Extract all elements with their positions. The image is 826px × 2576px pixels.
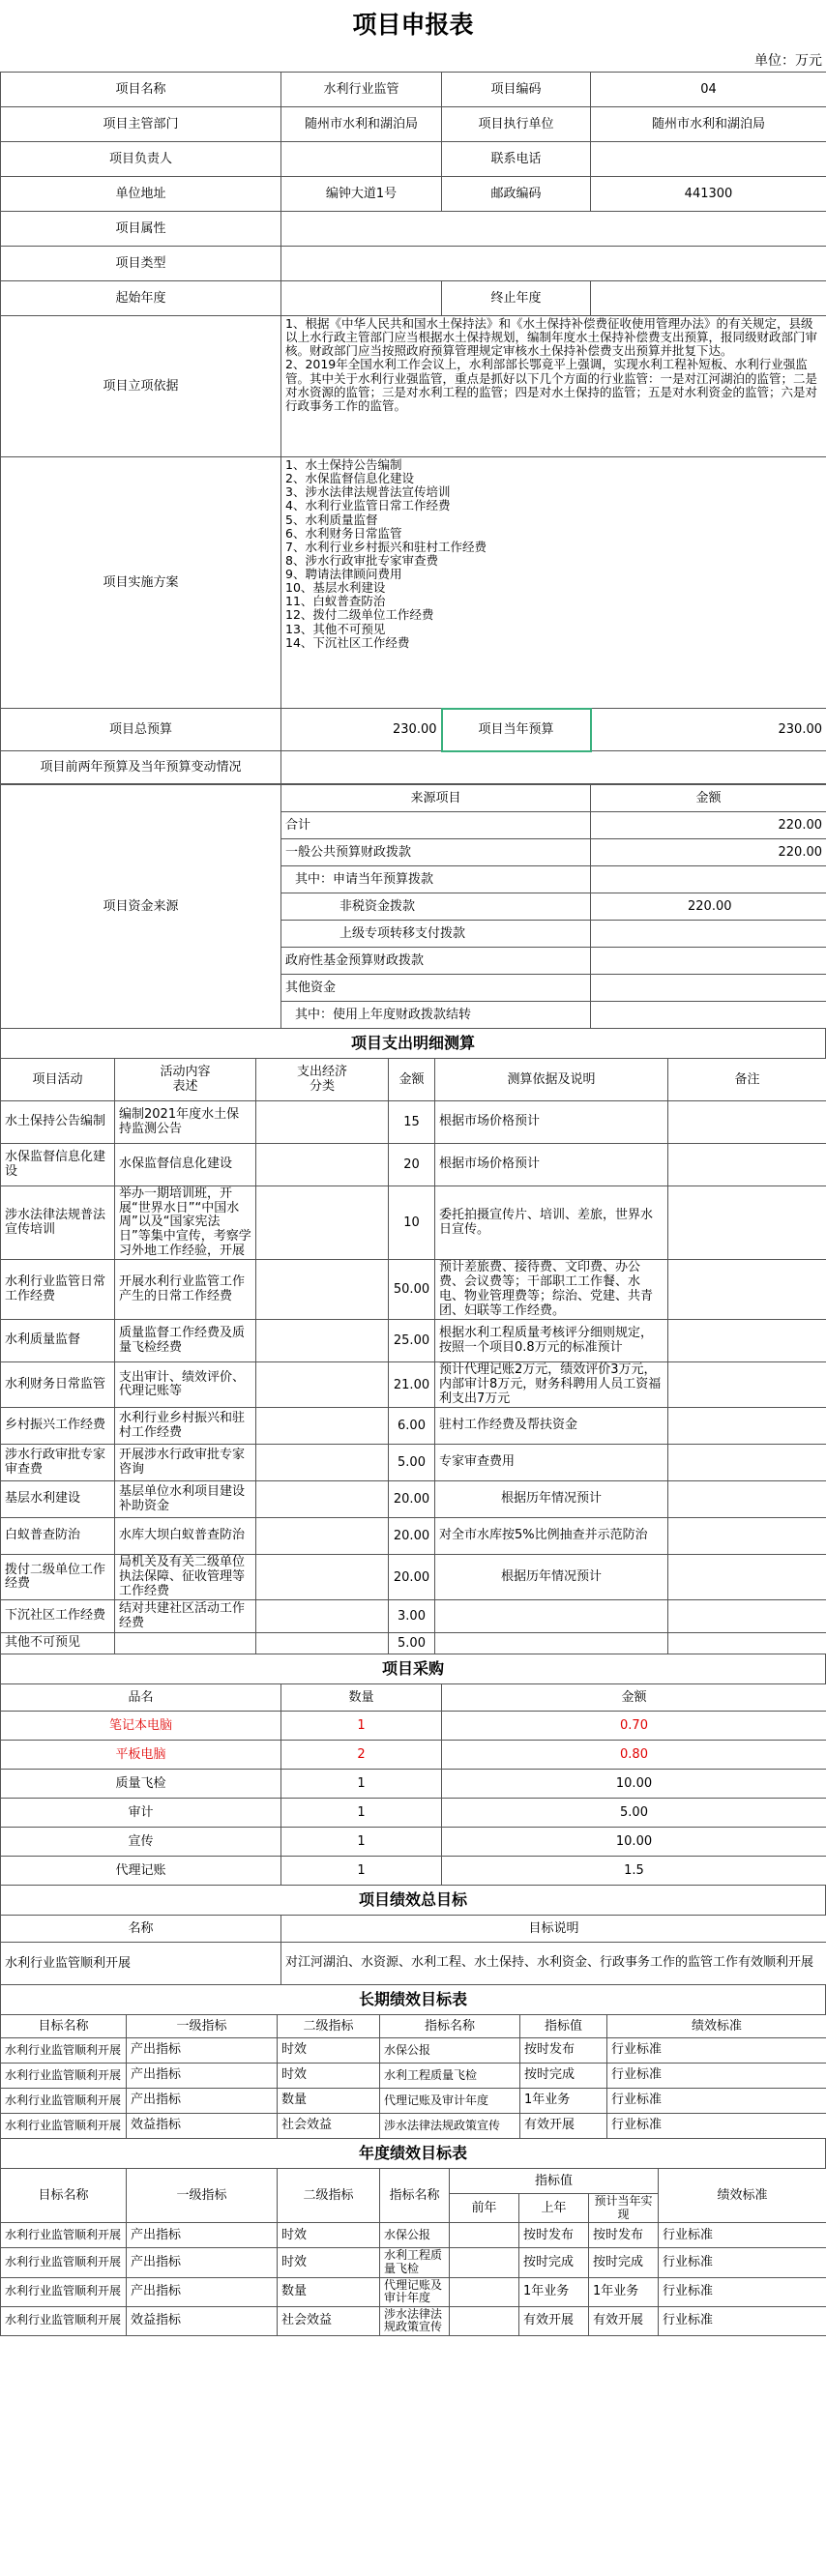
long-goal: 水利行业监管顺利开展 — [1, 2064, 127, 2089]
expense-row — [1, 1518, 826, 1555]
annual-prev2 — [450, 2248, 519, 2277]
expense-head-desc: 活动内容 表述 — [115, 1059, 256, 1101]
annual-current: 1年业务 — [589, 2277, 659, 2306]
annual-prev2 — [450, 2223, 519, 2248]
goal-head-name: 名称 — [1, 1916, 281, 1943]
annual-row — [1, 2306, 826, 2335]
expense-desc: 举办一期培训班，开展“世界水日”“中国水周”以及“国家宪法日”等集中宣传，考察学习外地工作经验，开展 — [115, 1186, 256, 1260]
long-indicator: 水保公报 — [380, 2038, 520, 2064]
annual-head-indicator: 指标名称 — [380, 2169, 450, 2223]
start-label: 起始年度 — [1, 281, 281, 316]
long-indicator: 涉水法律法规政策宣传 — [380, 2114, 520, 2139]
long-section-title: 长期绩效目标表 — [0, 1985, 826, 2014]
purchase-row — [1, 1857, 826, 1886]
long-term-row — [1, 2089, 826, 2114]
purchase-item-name: 代理记账 — [1, 1857, 281, 1886]
annual-standard: 行业标准 — [659, 2277, 826, 2306]
annual-goal: 水利行业监管顺利开展 — [1, 2223, 127, 2248]
purchase-item-amount: 5.00 — [442, 1799, 826, 1828]
fund-row-amount: 220.00 — [591, 893, 826, 921]
expense-row — [1, 1445, 826, 1481]
expense-basis: 根据历年情况预计 — [435, 1481, 668, 1518]
long-term-row — [1, 2114, 826, 2139]
expense-basis: 驻村工作经费及帮扶资金 — [435, 1408, 668, 1445]
expense-row — [1, 1408, 826, 1445]
fund-row-name: 其中：使用上年度财政拨款结转 — [281, 1002, 591, 1029]
goal-head-desc: 目标说明 — [281, 1916, 826, 1943]
owner-label: 项目负责人 — [1, 142, 281, 177]
zip-label: 邮政编码 — [442, 177, 591, 212]
long-standard: 行业标准 — [607, 2114, 826, 2139]
expense-activity: 水利质量监督 — [1, 1320, 115, 1362]
expense-basis: 根据历年情况预计 — [435, 1555, 668, 1600]
expense-activity: 乡村振兴工作经费 — [1, 1408, 115, 1445]
annual-prev2 — [450, 2306, 519, 2335]
purchase-item-amount: 0.80 — [442, 1741, 826, 1770]
purchase-head-qty: 数量 — [281, 1684, 442, 1712]
expense-class — [256, 1600, 389, 1633]
expense-amount: 5.00 — [389, 1633, 435, 1654]
expense-class — [256, 1408, 389, 1445]
fund-row-name: 其他资金 — [281, 975, 591, 1002]
annual-level2: 数量 — [278, 2277, 380, 2306]
fund-label: 项目资金来源 — [1, 785, 281, 1029]
expense-class — [256, 1445, 389, 1481]
purchase-item-qty: 1 — [281, 1770, 442, 1799]
expense-desc: 水利行业乡村振兴和驻村工作经费 — [115, 1408, 256, 1445]
annual-indicator: 代理记账及审计年度 — [380, 2277, 450, 2306]
annual-goal: 水利行业监管顺利开展 — [1, 2248, 127, 2277]
long-level2: 社会效益 — [278, 2114, 380, 2139]
expense-basis: 根据市场价格预计 — [435, 1144, 668, 1186]
end-label: 终止年度 — [442, 281, 591, 316]
expense-table — [0, 1058, 826, 1654]
purchase-item-qty: 1 — [281, 1799, 442, 1828]
annual-level1: 产出指标 — [127, 2223, 278, 2248]
expense-amount: 20.00 — [389, 1481, 435, 1518]
expense-desc: 水保监督信息化建设 — [115, 1144, 256, 1186]
annual-prev1: 有效开展 — [519, 2306, 589, 2335]
annual-standard: 行业标准 — [659, 2248, 826, 2277]
long-head-value: 指标值 — [520, 2015, 607, 2038]
purchase-item-qty: 1 — [281, 1712, 442, 1741]
annual-head-value: 指标值 — [450, 2169, 659, 2194]
annual-head-level2: 二级指标 — [278, 2169, 380, 2223]
expense-basis: 根据市场价格预计 — [435, 1101, 668, 1144]
plan-label: 项目实施方案 — [1, 457, 281, 709]
form-title: 项目申报表 — [352, 11, 474, 39]
expense-note — [668, 1600, 826, 1633]
annual-head-goal: 目标名称 — [1, 2169, 127, 2223]
expense-row — [1, 1320, 826, 1362]
exec-label: 项目执行单位 — [442, 107, 591, 142]
annual-standard: 行业标准 — [659, 2223, 826, 2248]
annual-level2: 社会效益 — [278, 2306, 380, 2335]
expense-class — [256, 1260, 389, 1320]
exec-value: 随州市水利和湖泊局 — [591, 107, 826, 142]
expense-note — [668, 1362, 826, 1408]
expense-row — [1, 1260, 826, 1320]
expense-amount: 6.00 — [389, 1408, 435, 1445]
annual-sub-current: 预计当年实现 — [589, 2194, 659, 2223]
code-label: 项目编码 — [442, 73, 591, 107]
annual-row — [1, 2248, 826, 2277]
expense-row — [1, 1186, 826, 1260]
expense-desc — [115, 1633, 256, 1654]
dept-label: 项目主管部门 — [1, 107, 281, 142]
long-value: 按时发布 — [520, 2038, 607, 2064]
expense-note — [668, 1445, 826, 1481]
annual-prev1: 按时完成 — [519, 2248, 589, 2277]
long-head-level1: 一级指标 — [127, 2015, 278, 2038]
attr-label: 项目属性 — [1, 212, 281, 247]
purchase-item-name: 笔记本电脑 — [1, 1712, 281, 1741]
goal-desc: 对江河湖泊、水资源、水利工程、水土保持、水利资金、行政事务工作的监管工作有效顺利开展 — [281, 1943, 826, 1985]
long-level2: 时效 — [278, 2064, 380, 2089]
basis-text: 1、根据《中华人民共和国水土保持法》和《水土保持补偿费征收使用管理办法》的有关规定，县级以上水行政主管部门应当根据水土保持规划，编制年度水土保持补偿费支出预算，报同级财政部门审核。财政部门应当按照政府预算管理规定审核水土保持补偿费支出预算并批复下达。 2、2019年全国水利工作会议上，水利部部长鄂竟平上强调，实现水利工程补短板、水利行业强监管。其中关于水利行业强监管，重点是抓好以下几个方面的行业监管：一是对江河湖泊的监管；二是对水资源的监管；三是对水利工程的监管；四是对水土保持的监管；五是对水利资金的监管；六是对行政事务工作的监管。 — [281, 316, 826, 457]
purchase-row — [1, 1741, 826, 1770]
annual-level1: 效益指标 — [127, 2306, 278, 2335]
expense-desc: 质量监督工作经费及质量飞检经费 — [115, 1320, 256, 1362]
long-head-level2: 二级指标 — [278, 2015, 380, 2038]
annual-sub-prev2: 前年 — [450, 2194, 519, 2223]
fund-row-amount: 220.00 — [591, 812, 826, 839]
annual-row — [1, 2277, 826, 2306]
expense-head-amount: 金额 — [389, 1059, 435, 1101]
purchase-row — [1, 1828, 826, 1857]
purchase-item-amount: 10.00 — [442, 1828, 826, 1857]
addr-label: 单位地址 — [1, 177, 281, 212]
expense-row — [1, 1144, 826, 1186]
expense-desc: 结对共建社区活动工作经费 — [115, 1600, 256, 1633]
unit-label: 单位：万元 — [754, 53, 822, 69]
addr-value: 编钟大道1号 — [281, 177, 442, 212]
purchase-head-name: 品名 — [1, 1684, 281, 1712]
fund-row-amount — [591, 948, 826, 975]
owner-value — [281, 142, 442, 177]
long-term-row — [1, 2038, 826, 2064]
expense-basis: 对全市水库按5%比例抽查并示范防治 — [435, 1518, 668, 1555]
long-value: 有效开展 — [520, 2114, 607, 2139]
annual-head-level1: 一级指标 — [127, 2169, 278, 2223]
expense-desc: 编制2021年度水土保持监测公告 — [115, 1101, 256, 1144]
expense-activity: 白蚁普查防治 — [1, 1518, 115, 1555]
annual-row — [1, 2223, 826, 2248]
expense-activity: 基层水利建设 — [1, 1481, 115, 1518]
annual-sub-prev1: 上年 — [519, 2194, 589, 2223]
project-info-table — [0, 72, 826, 784]
annual-head-standard: 绩效标准 — [659, 2169, 826, 2223]
fund-head-source: 来源项目 — [281, 785, 591, 812]
purchase-item-name: 质量飞检 — [1, 1770, 281, 1799]
expense-basis: 预计差旅费、接待费、文印费、办公费、会议费等；干部职工工作餐、水电、物业管理费等；综治、党建、共青团、妇联等工作经费。 — [435, 1260, 668, 1320]
purchase-item-amount: 10.00 — [442, 1770, 826, 1799]
zip-value: 441300 — [591, 177, 826, 212]
expense-activity: 水土保持公告编制 — [1, 1101, 115, 1144]
basis-label: 项目立项依据 — [1, 316, 281, 457]
long-level2: 数量 — [278, 2089, 380, 2114]
expense-head-class: 支出经济 分类 — [256, 1059, 389, 1101]
change-label: 项目前两年预算及当年预算变动情况 — [1, 751, 281, 784]
purchase-item-name: 审计 — [1, 1799, 281, 1828]
expense-note — [668, 1555, 826, 1600]
annual-indicator: 涉水法律法规政策宣传 — [380, 2306, 450, 2335]
purchase-row — [1, 1799, 826, 1828]
phone-value — [591, 142, 826, 177]
expense-row — [1, 1481, 826, 1518]
expense-note — [668, 1481, 826, 1518]
purchase-item-name: 平板电脑 — [1, 1741, 281, 1770]
expense-basis: 委托拍摄宣传片、培训、差旅，世界水日宣传。 — [435, 1186, 668, 1260]
expense-activity: 水利行业监管日常工作经费 — [1, 1260, 115, 1320]
expense-row — [1, 1633, 826, 1654]
annual-indicator: 水保公报 — [380, 2223, 450, 2248]
annual-level2: 时效 — [278, 2248, 380, 2277]
expense-amount: 50.00 — [389, 1260, 435, 1320]
long-level2: 时效 — [278, 2038, 380, 2064]
annual-current: 按时完成 — [589, 2248, 659, 2277]
phone-label: 联系电话 — [442, 142, 591, 177]
long-indicator: 水利工程质量飞检 — [380, 2064, 520, 2089]
expense-amount: 20 — [389, 1144, 435, 1186]
expense-basis: 专家审查费用 — [435, 1445, 668, 1481]
goal-section-title: 项目绩效总目标 — [0, 1886, 826, 1915]
goal-table — [0, 1915, 826, 1985]
expense-amount: 3.00 — [389, 1600, 435, 1633]
expense-activity: 拨付二级单位工作经费 — [1, 1555, 115, 1600]
expense-class — [256, 1101, 389, 1144]
purchase-item-qty: 1 — [281, 1857, 442, 1886]
type-label: 项目类型 — [1, 247, 281, 281]
purchase-row — [1, 1770, 826, 1799]
expense-class — [256, 1481, 389, 1518]
expense-head-basis: 测算依据及说明 — [435, 1059, 668, 1101]
expense-class — [256, 1633, 389, 1654]
goal-name: 水利行业监管顺利开展 — [1, 1943, 281, 1985]
expense-row — [1, 1555, 826, 1600]
expense-note — [668, 1260, 826, 1320]
expense-class — [256, 1518, 389, 1555]
year-budget-value: 230.00 — [591, 709, 826, 751]
fund-head-amount: 金额 — [591, 785, 826, 812]
expense-activity: 其他不可预见 — [1, 1633, 115, 1654]
long-level1: 产出指标 — [127, 2089, 278, 2114]
long-value: 1年业务 — [520, 2089, 607, 2114]
purchase-head-amount: 金额 — [442, 1684, 826, 1712]
purchase-section-title: 项目采购 — [0, 1654, 826, 1683]
expense-desc: 局机关及有关二级单位执法保障、征收管理等工作经费 — [115, 1555, 256, 1600]
expense-basis: 预计代理记账2万元，绩效评价3万元，内部审计8万元，财务科聘用人员工资福利支出7万元 — [435, 1362, 668, 1408]
annual-section-title: 年度绩效目标表 — [0, 2139, 826, 2168]
expense-amount: 5.00 — [389, 1445, 435, 1481]
expense-amount: 15 — [389, 1101, 435, 1144]
expense-amount: 21.00 — [389, 1362, 435, 1408]
fund-row-name: 其中：申请当年预算拨款 — [281, 866, 591, 893]
expense-desc: 开展涉水行政审批专家咨询 — [115, 1445, 256, 1481]
annual-current: 按时发布 — [589, 2223, 659, 2248]
expense-note — [668, 1186, 826, 1260]
long-term-row — [1, 2064, 826, 2089]
fund-row-name: 一般公共预算财政拨款 — [281, 839, 591, 866]
expense-activity: 涉水法律法规普法宣传培训 — [1, 1186, 115, 1260]
code-value: 04 — [591, 73, 826, 107]
expense-amount: 10 — [389, 1186, 435, 1260]
purchase-item-amount: 0.70 — [442, 1712, 826, 1741]
long-goal: 水利行业监管顺利开展 — [1, 2114, 127, 2139]
expense-head-activity: 项目活动 — [1, 1059, 115, 1101]
purchase-item-name: 宣传 — [1, 1828, 281, 1857]
long-goal: 水利行业监管顺利开展 — [1, 2038, 127, 2064]
expense-desc: 开展水利行业监管工作产生的日常工作经费 — [115, 1260, 256, 1320]
expense-activity: 下沉社区工作经费 — [1, 1600, 115, 1633]
expense-desc: 支出审计、绩效评价、代理记账等 — [115, 1362, 256, 1408]
fund-row-name: 政府性基金预算财政拨款 — [281, 948, 591, 975]
fund-row-amount — [591, 1002, 826, 1029]
long-level1: 效益指标 — [127, 2114, 278, 2139]
long-head-standard: 绩效标准 — [607, 2015, 826, 2038]
long-head-indicator: 指标名称 — [380, 2015, 520, 2038]
annual-prev2 — [450, 2277, 519, 2306]
expense-amount: 20.00 — [389, 1555, 435, 1600]
fund-row-name: 上级专项转移支付拨款 — [281, 921, 591, 948]
expense-row — [1, 1101, 826, 1144]
expense-note — [668, 1408, 826, 1445]
annual-table — [0, 2168, 826, 2335]
fund-row-amount — [591, 921, 826, 948]
fund-row-name: 合计 — [281, 812, 591, 839]
year-budget-label[interactable]: 项目当年预算 — [442, 709, 591, 751]
long-level1: 产出指标 — [127, 2064, 278, 2089]
annual-level1: 产出指标 — [127, 2277, 278, 2306]
expense-note — [668, 1101, 826, 1144]
total-budget-value: 230.00 — [281, 709, 442, 751]
fund-row-amount: 220.00 — [591, 839, 826, 866]
total-budget-label: 项目总预算 — [1, 709, 281, 751]
expense-note — [668, 1518, 826, 1555]
expense-desc: 基层单位水利项目建设补助资金 — [115, 1481, 256, 1518]
annual-current: 有效开展 — [589, 2306, 659, 2335]
fund-row-amount — [591, 975, 826, 1002]
expense-basis — [435, 1633, 668, 1654]
long-term-table — [0, 2014, 826, 2139]
name-label: 项目名称 — [1, 73, 281, 107]
long-goal: 水利行业监管顺利开展 — [1, 2089, 127, 2114]
long-level1: 产出指标 — [127, 2038, 278, 2064]
long-standard: 行业标准 — [607, 2064, 826, 2089]
expense-row — [1, 1362, 826, 1408]
fund-source-table — [0, 784, 826, 1029]
annual-prev1: 1年业务 — [519, 2277, 589, 2306]
expense-note — [668, 1320, 826, 1362]
annual-level1: 产出指标 — [127, 2248, 278, 2277]
purchase-item-qty: 2 — [281, 1741, 442, 1770]
expense-note — [668, 1144, 826, 1186]
purchase-table — [0, 1683, 826, 1886]
expense-activity: 水利财务日常监管 — [1, 1362, 115, 1408]
purchase-item-amount: 1.5 — [442, 1857, 826, 1886]
annual-standard: 行业标准 — [659, 2306, 826, 2335]
annual-goal: 水利行业监管顺利开展 — [1, 2306, 127, 2335]
purchase-row — [1, 1712, 826, 1741]
expense-amount: 20.00 — [389, 1518, 435, 1555]
type-value — [281, 247, 826, 281]
expense-class — [256, 1186, 389, 1260]
name-value: 水利行业监管 — [281, 73, 442, 107]
expense-note — [668, 1633, 826, 1654]
expense-activity: 水保监督信息化建设 — [1, 1144, 115, 1186]
expense-head-note: 备注 — [668, 1059, 826, 1101]
long-standard: 行业标准 — [607, 2038, 826, 2064]
attr-value — [281, 212, 826, 247]
long-indicator: 代理记账及审计年度 — [380, 2089, 520, 2114]
annual-goal: 水利行业监管顺利开展 — [1, 2277, 127, 2306]
dept-value: 随州市水利和湖泊局 — [281, 107, 442, 142]
long-head-goal: 目标名称 — [1, 2015, 127, 2038]
annual-level2: 时效 — [278, 2223, 380, 2248]
end-value — [591, 281, 826, 316]
fund-row-name: 非税资金拨款 — [281, 893, 591, 921]
purchase-item-qty: 1 — [281, 1828, 442, 1857]
long-standard: 行业标准 — [607, 2089, 826, 2114]
annual-prev1: 按时发布 — [519, 2223, 589, 2248]
expense-class — [256, 1320, 389, 1362]
plan-text: 1、水土保持公告编制 2、水保监督信息化建设 3、涉水法律法规普法宣传培训 4、水利行业监管日常工作经费 5、水利质量监督 6、水利财务日常监管 7、水利行业乡村振兴和驻村工作经费 8、涉水行政审批专家审查费 9、聘请法律顾问费用 10、基层水利建设 11、白蚁普查防治 12、拨付二级单位工作经费 13、其他不可预见 14、下沉社区工作经费 — [281, 457, 826, 709]
expense-amount: 25.00 — [389, 1320, 435, 1362]
annual-indicator: 水利工程质量飞检 — [380, 2248, 450, 2277]
change-value — [281, 751, 826, 784]
start-value — [281, 281, 442, 316]
long-value: 按时完成 — [520, 2064, 607, 2089]
expense-row — [1, 1600, 826, 1633]
expense-basis: 根据水利工程质量考核评分细则规定，按照一个项目0.8万元的标准预计 — [435, 1320, 668, 1362]
expense-desc: 水库大坝白蚁普查防治 — [115, 1518, 256, 1555]
expense-class — [256, 1555, 389, 1600]
expense-class — [256, 1144, 389, 1186]
expense-basis — [435, 1600, 668, 1633]
expense-activity: 涉水行政审批专家审查费 — [1, 1445, 115, 1481]
expense-class — [256, 1362, 389, 1408]
fund-row-amount — [591, 866, 826, 893]
expense-section-title: 项目支出明细测算 — [0, 1029, 826, 1058]
